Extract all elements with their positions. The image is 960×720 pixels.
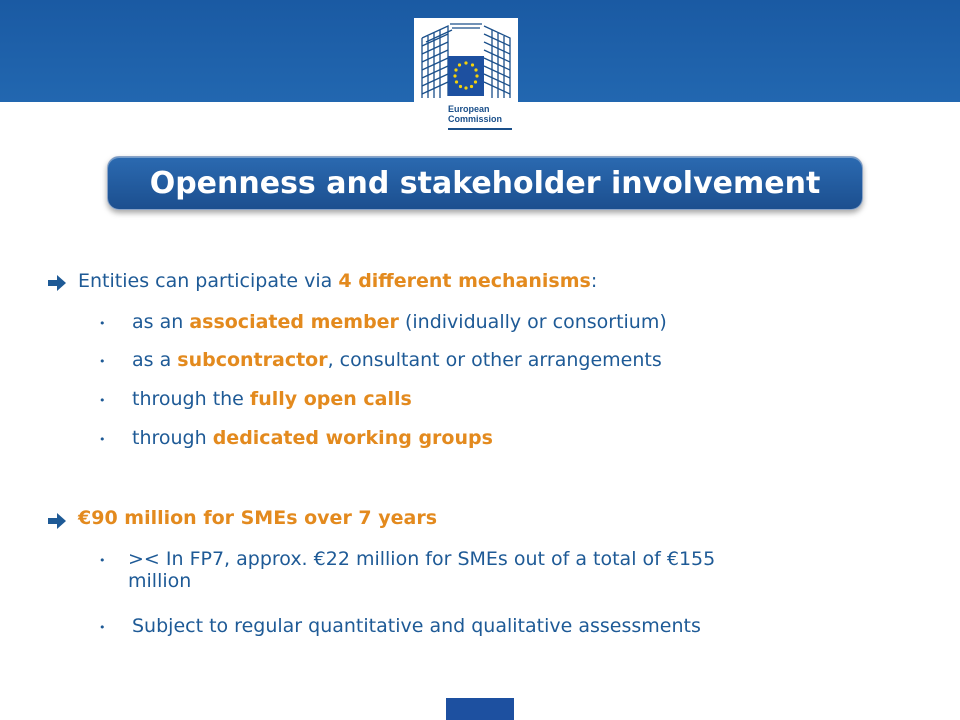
item-text: as an — [132, 311, 190, 333]
bullet-dot: • — [99, 317, 106, 330]
item-text: through the — [132, 388, 250, 410]
item-text: through — [132, 427, 213, 449]
logo-line-2: Commission — [448, 114, 503, 124]
list-item: Subject to regular quantitative and qualitative assessments — [132, 615, 701, 637]
logo-line-1: European — [448, 104, 490, 114]
item-highlight: dedicated working groups — [212, 427, 493, 449]
item-text: >< In FP7, approx. €22 million for SMEs out of a total of €155 — [128, 548, 716, 570]
item-highlight: fully open calls — [249, 388, 412, 410]
right-arrow-icon — [48, 275, 66, 291]
ec-logo-text — [448, 104, 502, 124]
item-text: as a — [132, 349, 178, 371]
section1-intro — [78, 270, 597, 292]
intro-highlight: 4 different mechanisms — [338, 270, 591, 292]
footer-flag — [446, 698, 514, 720]
intro-text: Entities can participate via — [78, 270, 339, 292]
list-item — [132, 349, 662, 371]
item-text: (individually or consortium) — [398, 311, 667, 333]
list-item — [132, 311, 667, 333]
bullet-dot: • — [99, 355, 106, 368]
item-highlight: associated member — [189, 311, 399, 333]
bullet-dot: • — [99, 554, 106, 567]
slide-title-box — [107, 156, 863, 210]
intro-suffix: : — [590, 270, 598, 292]
slide-title: Openness and stakeholder involvement — [149, 166, 821, 201]
list-item — [128, 548, 715, 592]
section2-heading: €90 million for SMEs over 7 years — [78, 507, 438, 529]
list-item — [132, 427, 493, 449]
bullet-dot: • — [99, 621, 106, 634]
bullet-dot: • — [99, 433, 106, 446]
bullet-dot: • — [99, 394, 106, 407]
right-arrow-icon — [48, 513, 66, 529]
item-text: , consultant or other arrangements — [327, 349, 662, 371]
list-item — [132, 388, 412, 410]
logo-rule — [448, 128, 512, 130]
item-highlight: subcontractor — [177, 349, 328, 371]
item-text-continued: million — [128, 570, 192, 592]
